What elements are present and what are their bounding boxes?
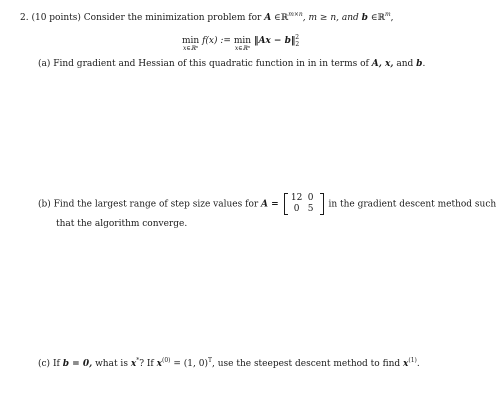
norm-superscript: 2 <box>295 34 300 41</box>
part-c-b-eq-0: b = 0, <box>62 359 93 369</box>
dimension-condition: , m ≥ n, and <box>302 13 359 23</box>
part-a-b: b <box>416 59 423 69</box>
matrix-row-1 <box>290 193 318 204</box>
matrix-row-2 <box>290 204 318 215</box>
dim-m: m <box>384 11 391 18</box>
part-b-continued <box>56 219 187 229</box>
header-comma: , <box>390 13 394 23</box>
transpose-sup: T <box>208 357 213 364</box>
part-c-if: If <box>52 359 60 369</box>
real-symbol: ℝ <box>280 13 289 23</box>
problem-points: (10 points) <box>31 13 81 23</box>
x-star-sup: * <box>136 357 140 364</box>
objective-equation <box>182 36 299 52</box>
x0: x <box>156 359 163 369</box>
part-c-label: (c) <box>38 359 51 369</box>
part-b-A-eq: A = <box>261 199 279 210</box>
matrix-cell-22: 5 <box>307 204 314 214</box>
element-of-symbol-2: ∈ <box>370 13 378 23</box>
norm-subscript: 2 <box>295 41 300 48</box>
part-c <box>38 359 420 369</box>
matrix-A <box>284 193 324 215</box>
function-def: f(x) := <box>202 36 231 46</box>
part-c-q: ? If <box>139 359 154 369</box>
part-b <box>38 193 496 215</box>
part-a-text: Find gradient and Hessian of this quadratic function in in in terms of <box>53 59 369 69</box>
matrix-cell-21: 0 <box>293 204 300 214</box>
min-subscript-1: x∈ℝⁿ <box>182 45 199 52</box>
min-operator-2: min x∈ℝⁿ <box>233 36 252 52</box>
part-c-what: what is <box>95 359 128 369</box>
part-a-and: and <box>396 59 414 69</box>
part-c-end: . <box>416 359 420 369</box>
norm-expression: ‖Ax − b‖ <box>253 36 296 46</box>
x0-value: = (1, 0) <box>173 359 208 369</box>
vector-b-symbol: b <box>361 13 368 23</box>
real-symbol-2: ℝ <box>377 13 385 23</box>
part-a-end: . <box>422 59 426 69</box>
x0-sup: (0) <box>162 357 171 364</box>
part-a-vars: A, x, <box>371 59 394 69</box>
min-subscript-2: x∈ℝⁿ <box>234 45 251 52</box>
matrix-cell-11: 12 <box>290 193 303 203</box>
problem-number: 2. <box>20 13 29 23</box>
part-b-text-1: Find the largest range of step size values for <box>53 199 259 210</box>
problem-statement <box>20 13 394 23</box>
part-b-text-2: in the gradient descent method such <box>328 199 496 210</box>
matrix-cell-12: 0 <box>307 193 314 203</box>
x-star: x <box>130 359 137 369</box>
x1: x <box>403 359 409 369</box>
part-a <box>38 59 425 69</box>
element-of-symbol: ∈ <box>274 13 281 23</box>
dim-mxn: m×n <box>288 11 303 18</box>
problem-intro: Consider the minimization problem for <box>83 13 262 23</box>
part-c-use: , use the steepest descent method to find <box>212 359 401 369</box>
min-operator-1: min x∈ℝⁿ <box>182 36 200 52</box>
part-b-label: (b) <box>38 199 51 210</box>
x1-sup: (1) <box>408 357 417 364</box>
part-a-label: (a) <box>38 59 51 69</box>
part-b-text-3: that the algorithm converge. <box>56 219 188 229</box>
matrix-A-symbol: A <box>264 13 272 23</box>
